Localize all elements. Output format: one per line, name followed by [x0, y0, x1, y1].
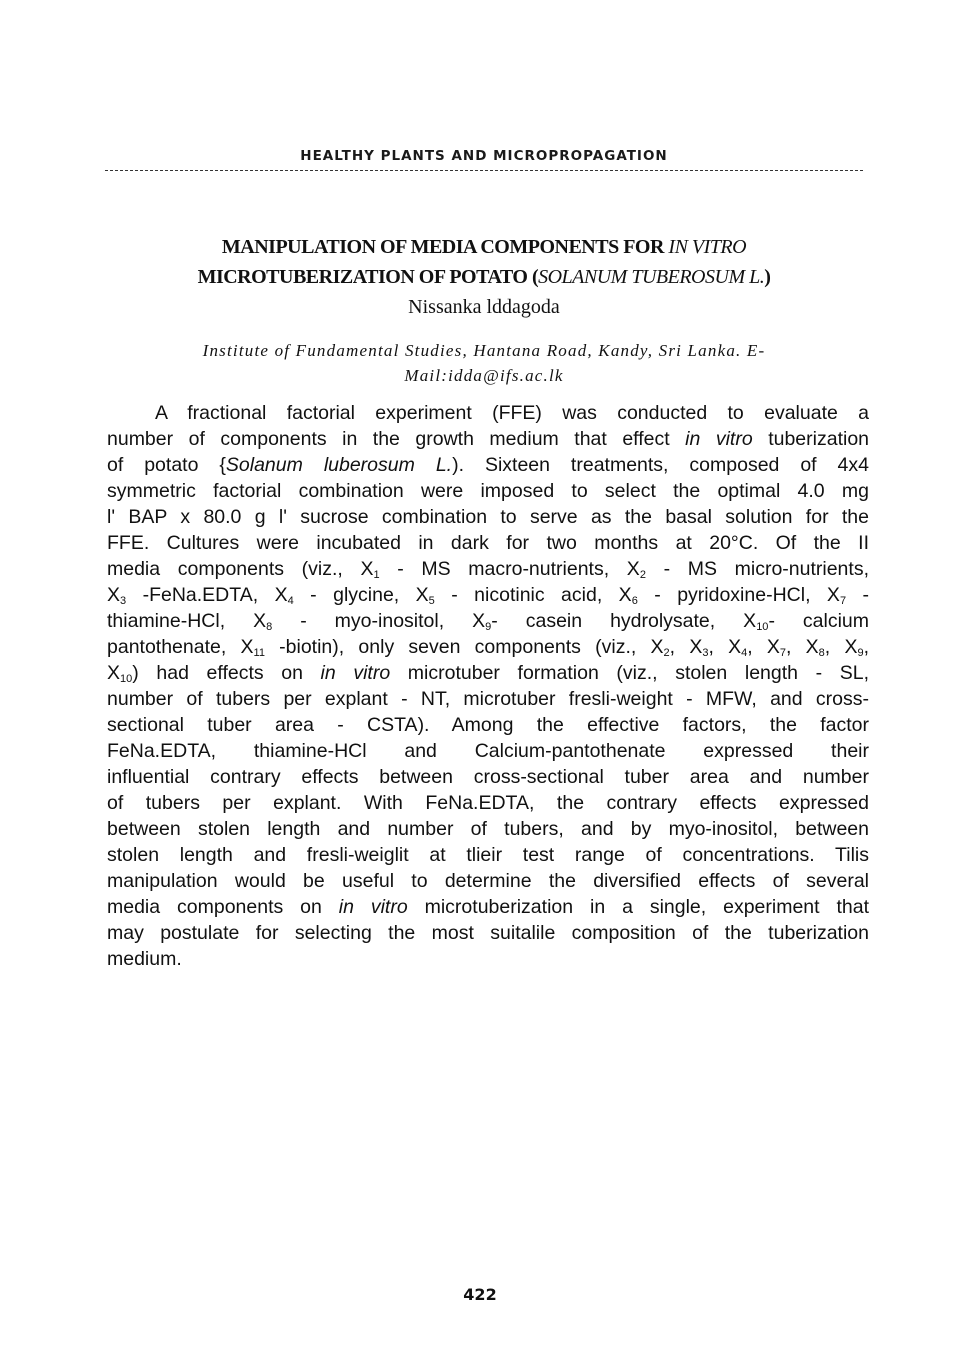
abstract-line: media components on in vitro microtuberization in a single, experiment that — [107, 896, 869, 918]
affiliation-line-1: Institute of Fundamental Studies, Hantana Road, Kandy, Sri Lanka. E- — [202, 341, 766, 360]
abstract-line: sectional tuber area - CSTA). Among the effective factors, the factor — [107, 714, 869, 736]
header-rule — [105, 170, 863, 171]
abstract-body — [107, 400, 869, 972]
abstract-line: $X_{10}$) had effects on in vitro microtuber formation (viz., stolen length - SL, — [107, 662, 869, 685]
paper-title — [105, 232, 863, 292]
abstract-line: medium. — [107, 948, 182, 970]
abstract-line: FeNa.EDTA, thiamine-HCl and Calcium-pantothenate expressed their — [107, 740, 869, 762]
page-number: 422 — [463, 1285, 497, 1304]
abstract-line: A fractional factorial experiment (FFE) was conducted to evaluate a — [155, 402, 869, 424]
affiliation-email: Mail:idda@ifs.ac.lk — [404, 366, 564, 385]
abstract-line: l' BAP x 80.0 g l' sucrose combination to serve as the basal solution for the — [107, 506, 869, 528]
abstract-line: number of tubers per explant - NT, microtuber fresli-weight - MFW, and cross- — [107, 688, 869, 710]
abstract-line: of potato {Solanum luberosum L.). Sixteen treatments, composed of 4x4 — [107, 454, 869, 476]
title-line-2: MICROTUBERIZATION OF POTATO (SOLANUM TUBEROSUM L.) — [197, 266, 771, 288]
abstract-line: FFE. Cultures were incubated in dark for two months at 20°C. Of the II — [107, 532, 869, 554]
running-header: HEALTHY PLANTS AND MICROPROPAGATION — [300, 148, 668, 164]
abstract-line: manipulation would be useful to determine the diversified effects of several — [107, 870, 869, 892]
abstract-line: between stolen length and number of tubers, and by myo-inositol, between — [107, 818, 869, 840]
title-line-1: MANIPULATION OF MEDIA COMPONENTS FOR IN VITRO — [221, 236, 747, 258]
abstract-line: pantothenate, $X_{11}$ -biotin), only seven components (viz., $X_2$, $X_3$, $X_4$, $X_7$, $X_8$, $X_9$, — [107, 636, 869, 659]
abstract-line: symmetric factorial combination were imposed to select the optimal 4.0 mg — [107, 480, 869, 502]
abstract-line: may postulate for selecting the most suitalile composition of the tuberization — [107, 922, 869, 944]
abstract-line: thiamine-HCl, $X_8$ - myo-inositol, $X_9-$ casein hydrolysate, $X_{10}-$ calcium — [107, 610, 870, 633]
abstract-line: number of components in the growth medium that effect in vitro tuberization — [107, 428, 870, 450]
abstract-line: influential contrary effects between cross-sectional tuber area and number — [107, 766, 869, 788]
author-name: Nissanka lddagoda — [408, 296, 560, 318]
abstract-line: of tubers per explant. With FeNa.EDTA, the contrary effects expressed — [107, 792, 869, 814]
abstract-line: media components (viz., $X_1$ - MS macro-nutrients, $X_2$ - MS micro-nutrients, — [107, 558, 869, 581]
affiliation — [105, 338, 863, 388]
abstract-line: stolen length and fresli-weiglit at tlieir test range of concentrations. Tilis — [107, 844, 869, 866]
abstract-line: $X_3$ -FeNa.EDTA, $X_4$ - glycine, $X_5$ - nicotinic acid, $X_6$ - pyridoxine-HCl, $X_7$ - — [107, 584, 869, 607]
